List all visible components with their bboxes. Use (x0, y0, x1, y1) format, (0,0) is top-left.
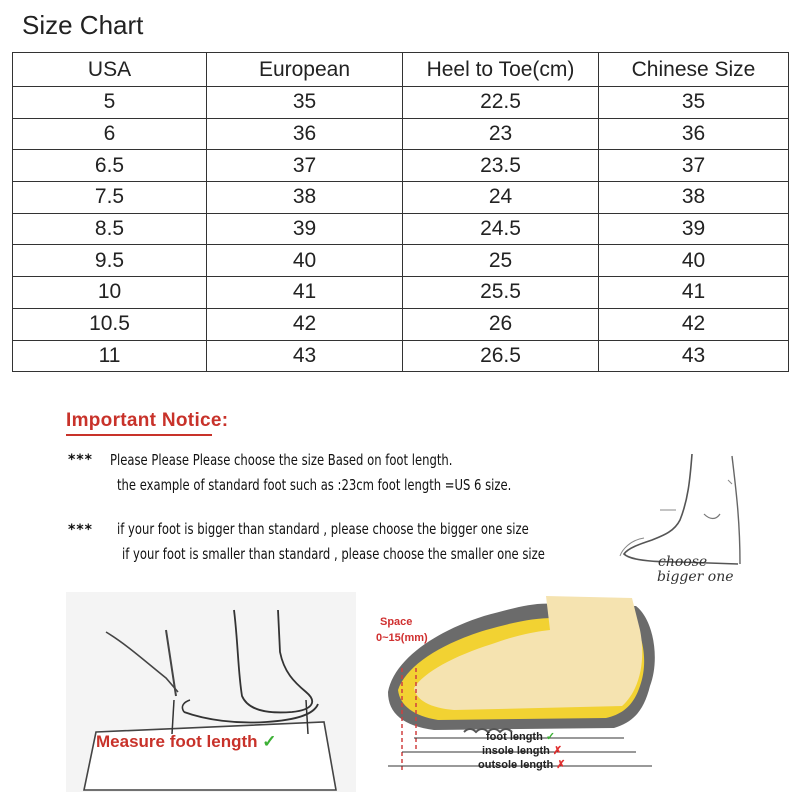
table-cell: 42 (599, 308, 789, 340)
table-row (13, 213, 789, 245)
foot-length-text: foot length (486, 731, 543, 743)
column-header-heel-to-toe: Heel to Toe(cm) (403, 53, 599, 87)
foot-length-label (486, 730, 555, 743)
space-label: Space (380, 616, 413, 628)
table-cell: 38 (599, 182, 789, 214)
measure-foot-illustration (66, 592, 356, 792)
notice-line-1: Please Please Please choose the size Based on foot length. (110, 451, 453, 469)
choose-note-line-1: choose (658, 554, 708, 570)
table-cell: 43 (207, 340, 403, 372)
table-cell: 23.5 (403, 150, 599, 182)
column-header-chinese-size: Chinese Size (599, 53, 789, 87)
measure-foot-label (96, 732, 277, 752)
table-row (13, 182, 789, 214)
table-cell: 24 (403, 182, 599, 214)
table-cell: 38 (207, 182, 403, 214)
choose-note-line-2: bigger one (657, 569, 734, 585)
table-row (13, 118, 789, 150)
table-cell: 6.5 (13, 150, 207, 182)
notice-bullet-2: *** (68, 522, 93, 538)
table-cell: 10 (13, 277, 207, 309)
table-cell: 39 (599, 213, 789, 245)
table-cell: 42 (207, 308, 403, 340)
table-cell: 40 (599, 245, 789, 277)
table-cell: 35 (599, 87, 789, 119)
table-cell: 43 (599, 340, 789, 372)
notice-title: Important Notice: (66, 410, 229, 431)
table-row (13, 150, 789, 182)
table-cell: 36 (207, 118, 403, 150)
table-cell: 10.5 (13, 308, 207, 340)
measure-foot-label-text: Measure foot length (96, 732, 258, 751)
table-cell: 7.5 (13, 182, 207, 214)
column-header-usa: USA (13, 53, 207, 87)
notice-title-underline (66, 434, 212, 436)
table-header-row (13, 53, 789, 87)
table-cell: 24.5 (403, 213, 599, 245)
page-title: Size Chart (22, 10, 144, 40)
table-cell: 41 (599, 277, 789, 309)
cross-icon: ✗ (552, 745, 563, 757)
notice-bullet-1: *** (68, 452, 93, 468)
table-cell: 25 (403, 245, 599, 277)
insole-length-label (482, 744, 562, 757)
table-cell: 5 (13, 87, 207, 119)
column-header-european: European (207, 53, 403, 87)
table-row (13, 340, 789, 372)
table-cell: 41 (207, 277, 403, 309)
check-icon: ✓ (545, 731, 556, 743)
insole-length-text: insole length (482, 745, 550, 757)
notice-line-4: if your foot is smaller than standard , please choose the smaller one size (122, 545, 545, 563)
table-cell: 9.5 (13, 245, 207, 277)
table-row (13, 277, 789, 309)
table-cell: 11 (13, 340, 207, 372)
table-row (13, 245, 789, 277)
table-cell: 6 (13, 118, 207, 150)
cross-icon: ✗ (556, 759, 566, 771)
table-cell: 37 (207, 150, 403, 182)
table-cell: 40 (207, 245, 403, 277)
size-chart-table (12, 52, 789, 372)
table-cell: 23 (403, 118, 599, 150)
table-cell: 37 (599, 150, 789, 182)
table-cell: 26.5 (403, 340, 599, 372)
table-cell: 8.5 (13, 213, 207, 245)
table-row (13, 87, 789, 119)
table-cell: 25.5 (403, 277, 599, 309)
outsole-length-text: outsole length (478, 759, 554, 771)
table-cell: 36 (599, 118, 789, 150)
table-cell: 39 (207, 213, 403, 245)
check-icon: ✓ (262, 732, 277, 751)
outsole-length-label (478, 758, 565, 771)
space-range-label: 0~15(mm) (376, 632, 428, 644)
table-cell: 26 (403, 308, 599, 340)
table-cell: 35 (207, 87, 403, 119)
table-cell: 22.5 (403, 87, 599, 119)
table-row (13, 308, 789, 340)
notice-line-3: if your foot is bigger than standard , please choose the bigger one size (117, 520, 529, 538)
notice-line-2: the example of standard foot such as :23cm foot length =US 6 size. (117, 476, 512, 494)
